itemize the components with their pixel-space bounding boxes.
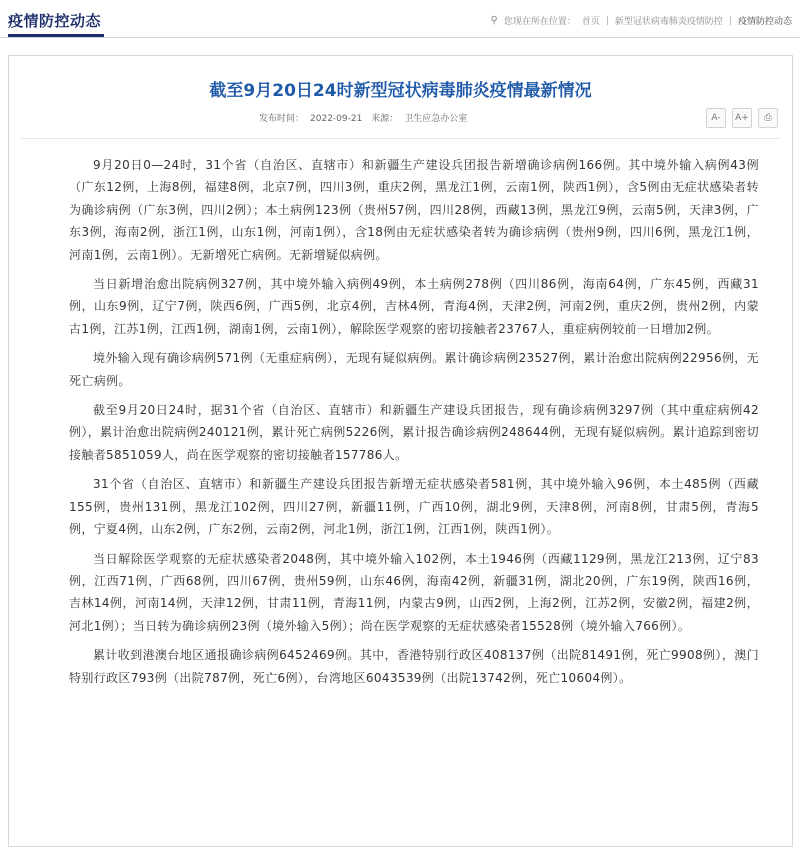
top-divider: [0, 37, 800, 38]
source-label: 来源：: [371, 114, 399, 124]
meta-divider: [21, 138, 780, 139]
location-pin-icon: ⚲: [490, 15, 498, 26]
source-value: 卫生应急办公室: [404, 114, 468, 124]
article-title: 截至9月20日24时新型冠状病毒肺炎疫情最新情况: [209, 81, 592, 101]
article-paragraph: 31个省（自治区、直辖市）和新疆生产建设兵团报告新增无症状感染者581例，其中境外输入96例，本土485例（西藏155例，贵州131例，黑龙江102例，四川27例，新疆11例，广西10例，湖北9例，天津8例，河南8例，甘肃5例，青海5例，宁夏4例，山东2例，广东2例，云南2例，河北1例，浙江1例，江西1例，陕西1例）。: [69, 477, 759, 537]
publish-time-label: 发布时间：: [259, 114, 305, 124]
publish-time: 2022-09-21: [310, 114, 363, 124]
breadcrumb-home-link[interactable]: 首页: [581, 17, 600, 27]
article-body: [69, 154, 759, 696]
article-paragraph: 9月20日0—24时，31个省（自治区、直辖市）和新疆生产建设兵团报告新增确诊病例166例。其中境外输入病例43例（广东12例，上海8例，福建8例，北京7例，四川3例，重庆2例，黑龙江1例，云南1例，陕西1例），含5例由无症状感染者转为确诊病例（广东3例，四川2例）；本土病例123例（贵州57例，四川28例，西藏13例，黑龙江9例，云南5例，天津3例，广东3例，海南2例，浙江1例，山东1例，河南1例），含18例由无症状感染者转为确诊病例（贵州9例，四川6例，黑龙江1例，河南1例，云南1例）。无新增死亡病例。无新增疑似病例。: [69, 158, 759, 262]
article-tools: [706, 108, 778, 128]
article-card: [8, 55, 793, 847]
print-icon[interactable]: ⎙: [758, 108, 778, 128]
article-paragraph: 境外输入现有确诊病例571例（无重症病例），无现有疑似病例。累计确诊病例23527例，累计治愈出院病例22956例，无死亡病例。: [69, 351, 759, 388]
section-title[interactable]: 疫情防控动态: [8, 12, 102, 30]
article-paragraph: 当日解除医学观察的无症状感染者2048例，其中境外输入102例，本土1946例（西藏1129例，黑龙江213例，辽宁83例，江西71例，广西68例，四川67例，贵州59例，山东46例，海南42例，新疆31例，湖北20例，广东19例，陕西16例，吉林14例，河南14例，天津12例，甘肃11例，青海11例，内蒙古9例，山西2例，上海2例，江苏2例，安徽2例，福建2例，河北1例）；当日转为确诊病例23例（境外输入5例）；尚在医学观察的无症状感染者15528例（境外输入766例）。: [69, 551, 759, 633]
breadcrumb-parent-link[interactable]: 新型冠状病毒肺炎疫情防控: [614, 17, 723, 27]
font-larger-button[interactable]: A+: [732, 108, 752, 128]
top-bar: [0, 0, 800, 40]
breadcrumb-separator: |: [605, 15, 609, 26]
article-paragraph: 累计收到港澳台地区通报确诊病例6452469例。其中，香港特别行政区408137例（出院81491例，死亡9908例），澳门特别行政区793例（出院787例，死亡6例），台湾地区6043539例（出院13742例，死亡10604例）。: [69, 648, 759, 685]
breadcrumb-current[interactable]: 疫情防控动态: [737, 17, 792, 27]
font-smaller-button[interactable]: A-: [706, 108, 726, 128]
breadcrumb: [491, 14, 792, 27]
article-paragraph: 当日新增治愈出院病例327例，其中境外输入病例49例，本土病例278例（四川86例，海南64例，广东45例，西藏31例，山东9例，辽宁7例，陕西6例，广西5例，北京4例，吉林4例，青海4例，天津2例，河南2例，重庆2例，贵州2例，内蒙古1例，江苏1例，江西1例，湖南1例，云南1例），解除医学观察的密切接触者23767人，重症病例较前一日增加2例。: [69, 277, 759, 336]
article-paragraph: 截至9月20日24时，据31个省（自治区、直辖市）和新疆生产建设兵团报告，现有确诊病例3297例（其中重症病例42例），累计治愈出院病例240121例，累计死亡病例5226例，累计报告确诊病例248644例，无现有疑似病例。累计追踪到密切接触者5851059人，尚在医学观察的密切接触者157786人。: [69, 403, 759, 462]
breadcrumb-separator: |: [728, 15, 732, 26]
article-meta: [259, 111, 473, 124]
breadcrumb-prefix: 您现在所在位置：: [503, 17, 576, 27]
